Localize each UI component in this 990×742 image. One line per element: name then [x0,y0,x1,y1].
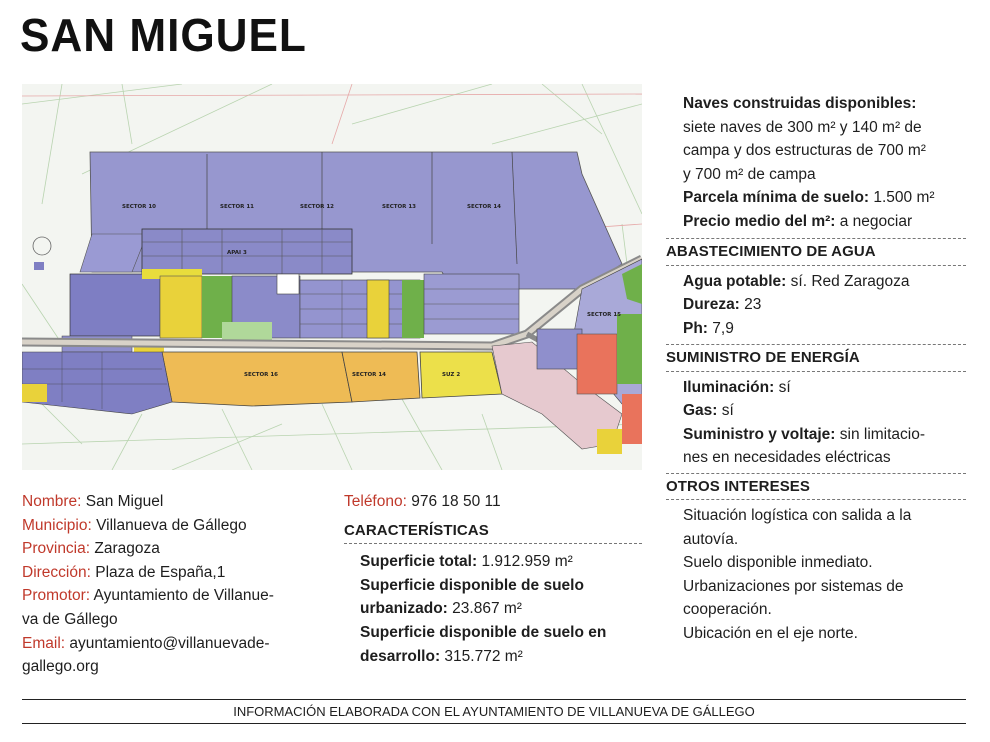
otros-line: autovía. [683,530,739,548]
sector-label: SECTOR 15 [587,312,621,318]
sup-des-label-cont: desarrollo: [360,647,441,665]
email-link[interactable]: ayuntamiento@villanuevade- [65,634,270,652]
precio-label: Precio medio del m²: [683,212,836,230]
potable-value: sí. Red Zaragoza [786,272,910,290]
telefono-value[interactable]: 976 18 50 11 [406,493,501,510]
sup-urb-label-cont: urbanizado: [360,600,448,618]
telefono-label: Teléfono: [344,493,407,510]
otros-block [666,504,966,645]
sector-label: SECTOR 13 [382,204,416,210]
dureza-value: 23 [739,296,762,313]
otros-line: Situación logística con salida a la [683,507,912,524]
sup-des-value: 315.772 m² [440,647,523,665]
agua-heading: ABASTECIMIENTO DE AGUA [666,240,966,266]
ilum-label: Iluminación: [683,378,775,396]
footer-credit: INFORMACIÓN ELABORADA CON EL AYUNTAMIENTO DE VILLANUEVA DE GÁLLEGO [22,699,966,724]
sector-label: SECTOR 14 [467,204,501,210]
promotor-value-cont: va de Gállego [22,610,118,628]
suministro-value-cont: nes en necesidades eléctricas [683,449,891,466]
agua-block [666,270,966,341]
suministro-value: sin limitacio- [835,425,926,443]
right-column [666,92,966,645]
sup-total-label: Superficie total: [360,553,478,571]
ph-value: 7,9 [707,319,734,337]
potable-label: Agua potable: [683,272,787,290]
sector-label: SECTOR 14 [352,372,386,378]
email-label: Email: [22,634,66,652]
site-map [22,84,642,470]
naves-line: y 700 m² de campa [683,165,816,183]
suministro-label: Suministro y voltaje: [683,425,836,443]
naves-label: Naves construidas disponibles: [683,95,917,112]
sector-label: SUZ 2 [442,372,461,378]
nombre-label: Nombre: [22,493,82,510]
naves-line: siete naves de 300 m² y 140 m² de [683,118,922,136]
energia-heading: SUMINISTRO DE ENERGÍA [666,346,966,372]
sector-label: SECTOR 12 [300,204,334,210]
sup-total-value: 1.912.959 m² [477,553,573,571]
nombre-value: San Miguel [81,493,164,510]
ilum-value: sí [774,378,791,396]
municipio-label: Municipio: [22,516,92,534]
sup-urb-value: 23.867 m² [447,600,522,618]
ph-label: Ph: [683,319,708,337]
gas-value: sí [717,402,734,419]
dureza-label: Dureza: [683,296,740,313]
direccion-label: Dirección: [22,563,91,581]
otros-line: cooperación. [683,601,772,618]
precio-value: a negociar [835,212,913,230]
naves-block [666,92,966,233]
sector-label: SECTOR 11 [220,204,254,210]
otros-line: Urbanizaciones por sistemas de [683,577,904,595]
sup-des-label: Superficie disponible de suelo en [360,623,607,641]
direccion-value: Plaza de España,1 [90,563,226,581]
email-link-cont[interactable]: gallego.org [22,658,99,676]
provincia-value: Zaragoza [90,540,160,558]
caracteristicas-section [344,490,642,668]
caracteristicas-heading: CARACTERÍSTICAS [344,519,642,545]
sector-label: SECTOR 10 [122,204,156,210]
upper-sectors [80,152,622,289]
energia-block [666,376,966,470]
sector-label: SECTOR 16 [244,372,278,378]
otros-heading: OTROS INTERESES [666,475,966,501]
promotor-value: Ayuntamiento de Villanue- [90,587,274,605]
parcela-label: Parcela mínima de suelo: [683,189,870,206]
provincia-label: Provincia: [22,540,91,558]
sup-urb-label: Superficie disponible de suelo [360,576,584,594]
page-title: SAN MIGUEL [20,9,307,61]
gas-label: Gas: [683,402,718,419]
promotor-label: Promotor: [22,587,91,605]
sector-label: APAI 3 [227,250,247,256]
location-info [22,490,322,679]
municipio-value: Villanueva de Gállego [91,516,247,534]
naves-line: campa y dos estructuras de 700 m² [683,142,926,159]
otros-line: Ubicación en el eje norte. [683,624,858,642]
parcela-value: 1.500 m² [869,189,935,206]
otros-line: Suelo disponible inmediato. [683,554,873,571]
